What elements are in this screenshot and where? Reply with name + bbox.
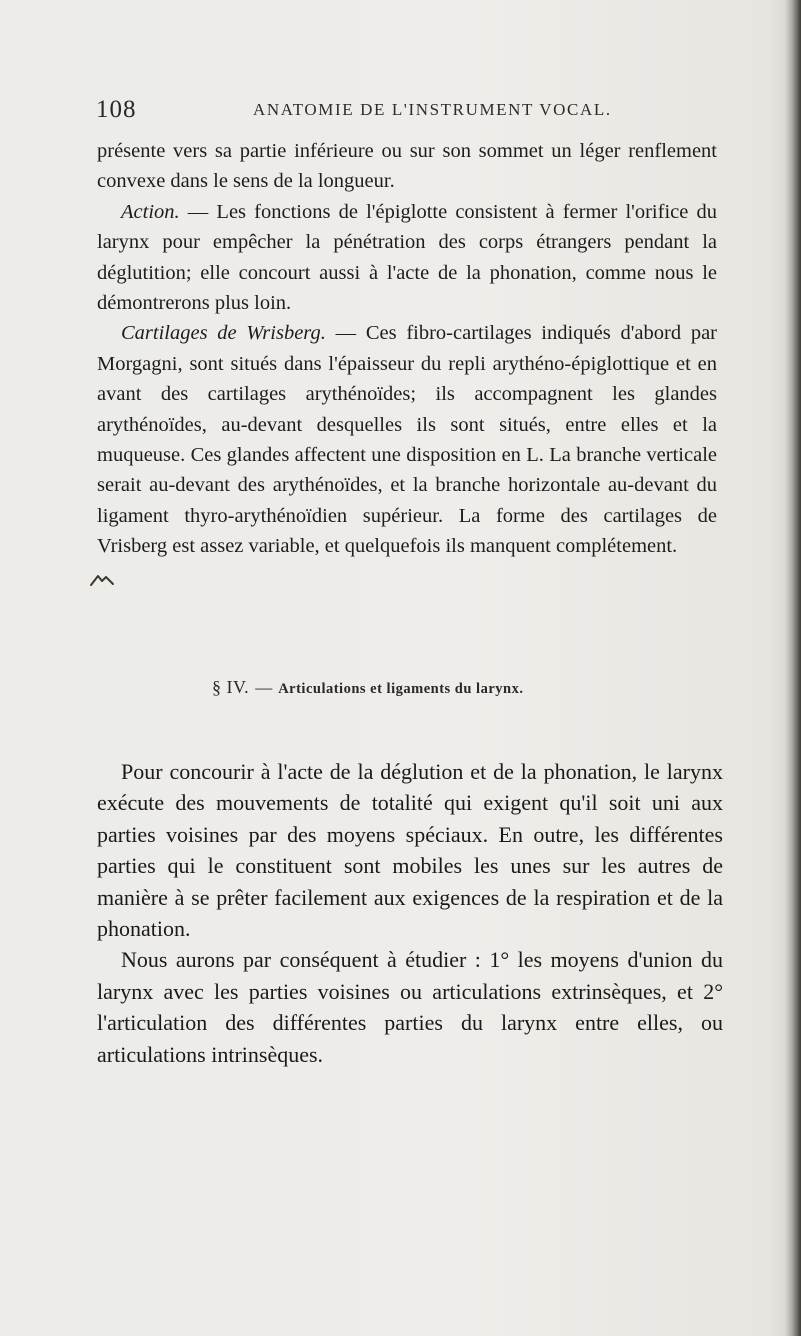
paragraph-continuation: présente vers sa partie inférieure ou sur son sommet un léger renflement convexe dans le sens de la longueur. (97, 140, 717, 193)
section-title: Articulations et ligaments du larynx. (278, 681, 524, 697)
paragraph-deglution: Pour concourir à l'acte de la déglution et de la phonation, le larynx exécute des mouvements de totalité qui exigent qu'il soit uni aux parties voisines par des moyens spéciaux. En outre, les différentes parties qui le constituent sont mobiles les unes sur les autres de manière à se prêter facilement aux exigences de la respiration et de la phonation. (97, 759, 723, 942)
paragraph-text-action: — Les fonctions de l'épiglotte consistent à fermer l'orifice du larynx pour empêcher la pénétration des corps étrangers pendant la déglutition; elle concourt aussi à l'acte de la phonation, comme nous le démontrerons plus loin. (97, 200, 717, 315)
paragraph-label-action: Action. (121, 200, 180, 223)
paragraph-label-wrisberg: Cartilages de Wrisberg. (121, 322, 326, 345)
section-number: § IV. (212, 677, 250, 697)
paragraph-text-wrisberg: — Ces fibro-cartilages indiqués d'abord par Morgagni, sont situés dans l'épaisseur du repli arythéno-épiglottique et en avant des cartilages arythénoïdes; ils accompagnent les glandes arythénoïdes, au-devant desquelles ils sont situés, entre elles et la muqueuse. Ces glandes affectent une disposition en L. La branche verticale serait au-devant des arythénoïdes, et la branche horizontale au-devant du ligament thyro-arythénoïdien supérieur. La forme des cartilages de Vrisberg est assez variable, et quelquefois ils manquent complétement. (97, 322, 717, 558)
paragraph-wrisberg (97, 318, 717, 561)
section-dash: — (255, 678, 273, 697)
page-header (96, 96, 716, 128)
text-block-upper (97, 136, 717, 562)
paragraph-nous-aurons: Nous aurons par conséquent à étudier : 1° les moyens d'union du larynx avec les parties voisines ou articulations extrinsèques, et 2° l'articulation des différentes parties du larynx entre elles, ou articulations intrinsèques. (97, 947, 723, 1067)
margin-pencil-mark (89, 572, 115, 588)
running-head: ANATOMIE DE L'INSTRUMENT VOCAL. (253, 100, 612, 119)
binding-edge-shadow (785, 0, 801, 1336)
paragraph-action (97, 197, 717, 319)
text-block-lower (97, 756, 723, 1070)
page-number: 108 (96, 96, 137, 123)
section-heading (212, 674, 732, 702)
